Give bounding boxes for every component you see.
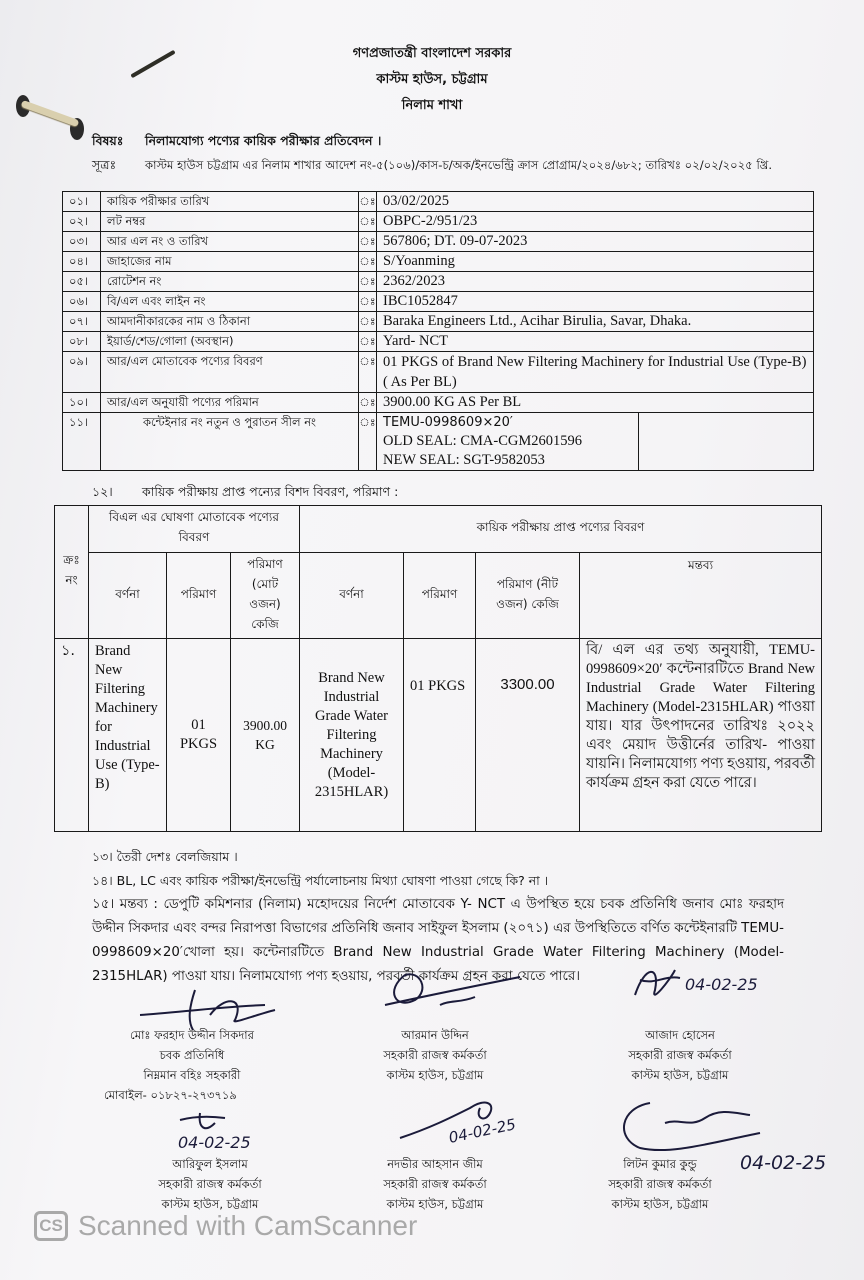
- old-seal: OLD SEAL: CMA-CGM2601596: [383, 433, 582, 449]
- info-row: [63, 192, 814, 212]
- empty-cell: [639, 413, 814, 471]
- signatory-name: নদভীর আহসান জীম: [387, 1157, 483, 1171]
- colon: ঃ: [359, 332, 377, 352]
- govt-title: গণপ্রজাতন্ত্রী বাংলাদেশ সরকার: [352, 46, 512, 61]
- row-label: কন্টেইনার নং নতুন ও পুরাতন সীল নং: [101, 413, 359, 471]
- signatory-office: কাস্টম হাউস, চট্টগ্রাম: [386, 1197, 484, 1211]
- colon: ঃ: [359, 192, 377, 212]
- cell-serial: ১.: [55, 639, 89, 832]
- signatory-name: আরমান উদ্দিন: [401, 1028, 469, 1042]
- row-value: S/Yoanming: [377, 252, 814, 272]
- signatory-office: নিম্নমান বহিঃ সহকারী: [143, 1068, 241, 1082]
- signatory-block: [345, 1154, 525, 1214]
- camscanner-watermark: [34, 1210, 417, 1242]
- info-row: [63, 292, 814, 312]
- container-number: TEMU-0998609×20′: [383, 415, 513, 430]
- camscanner-logo-icon: CS: [34, 1211, 68, 1241]
- cell-exam-quantity: 01 PKGS: [404, 639, 476, 832]
- row-label: আমদানীকারকের নাম ও ঠিকানা: [101, 312, 359, 332]
- row-number: ০২।: [63, 212, 101, 232]
- header-serial: ক্রঃ নং: [55, 506, 89, 639]
- row-label: আর/এল অনুযায়ী পণ্যের পরিমান: [101, 393, 359, 413]
- signatory-block: [120, 1154, 300, 1214]
- row-number: ০৭।: [63, 312, 101, 332]
- cell-bl-quantity: 01 PKGS: [167, 639, 231, 832]
- branch-name: নিলাম শাখা: [401, 98, 463, 113]
- row-number: ০৫।: [63, 272, 101, 292]
- row-value: 567806; DT. 09-07-2023: [377, 232, 814, 252]
- row-label: আর/এল মোতাবেক পণ্যের বিবরণ: [101, 352, 359, 393]
- info-row: [63, 352, 814, 393]
- row-number: ০৪।: [63, 252, 101, 272]
- cell-bl-description: Brand New Filtering Machinery for Industrial Use (Type-B): [89, 639, 167, 832]
- colon: ঃ: [359, 272, 377, 292]
- row-number: ০৬।: [63, 292, 101, 312]
- row-value: Yard- NCT: [377, 332, 814, 352]
- header-remarks: মন্তব্য: [580, 553, 822, 639]
- section-12-title: কায়িক পরীক্ষায় প্রাপ্ত পন্যের বিশদ বিবরণ, পরিমাণ :: [142, 484, 399, 499]
- signatory-title: সহকারী রাজস্ব কর্মকর্তা: [383, 1177, 487, 1191]
- row-value: 01 PKGS of Brand New Filtering Machinery for Industrial Use (Type-B) ( As Per BL): [377, 352, 814, 393]
- info-row: [63, 232, 814, 252]
- row-label: কায়িক পরীক্ষার তারিখ: [101, 192, 359, 212]
- row-label: জাহাজের নাম: [101, 252, 359, 272]
- signature-scribble: [390, 1088, 550, 1148]
- colon: ঃ: [359, 252, 377, 272]
- signatory-block: [590, 1025, 770, 1085]
- svg-text:04-02-25: 04-02-25: [447, 1115, 518, 1147]
- svg-text:04-02-25: 04-02-25: [178, 1133, 251, 1152]
- signatory-name: আজাদ হোসেন: [645, 1028, 715, 1042]
- signature-scribble: [170, 1108, 280, 1153]
- signatory-title: চবক প্রতিনিধি: [159, 1048, 225, 1062]
- row-label: লট নম্বর: [101, 212, 359, 232]
- cell-exam-weight: 3300.00: [476, 639, 580, 832]
- row-label: ইয়ার্ড/শেড/গোলা (অবস্থান): [101, 332, 359, 352]
- row-value: 03/02/2025: [377, 192, 814, 212]
- signatory-block: [345, 1025, 525, 1085]
- signatory-office: কাস্টম হাউস, চট্টগ্রাম: [161, 1197, 259, 1211]
- row-value: IBC1052847: [377, 292, 814, 312]
- row-number: ০৯।: [63, 352, 101, 393]
- signatory-block: [585, 1154, 735, 1214]
- handwritten-date: 04-02-25: [740, 1152, 827, 1174]
- signature-scribble: [610, 1093, 770, 1158]
- new-seal: NEW SEAL: SGT-9582053: [383, 452, 545, 468]
- lot-info-table: [62, 191, 814, 471]
- info-row: [63, 393, 814, 413]
- table-row: [55, 639, 822, 832]
- row-value: 2362/2023: [377, 272, 814, 292]
- row-number: ১০।: [63, 393, 101, 413]
- info-row: [63, 272, 814, 292]
- info-row: [63, 252, 814, 272]
- section-12-number: ১২।: [92, 484, 113, 499]
- signatory-office: কাস্টম হাউস, চট্টগ্রাম: [631, 1068, 729, 1082]
- signatory-title: সহকারী রাজস্ব কর্মকর্তা: [628, 1048, 732, 1062]
- info-row: [63, 312, 814, 332]
- item-14-false-declaration: ১৪। BL, LC এবং কায়িক পরীক্ষা/ইনভেন্ট্রি পর্যালোচনায় মিথ্যা ঘোষণা পাওয়া গেছে কি? না ।: [92, 873, 549, 888]
- colon: ঃ: [359, 292, 377, 312]
- signature-scribble: [380, 965, 530, 1020]
- goods-detail-table: [54, 505, 822, 832]
- watermark-text: Scanned with CamScanner: [78, 1210, 418, 1241]
- row-number: ১১।: [63, 413, 101, 471]
- container-row: [63, 413, 814, 471]
- signatory-office: কাস্টম হাউস, চট্টগ্রাম: [611, 1197, 709, 1211]
- item-15-remarks: ১৫। মন্তব্য : ডেপুটি কমিশনার (নিলাম) মহোদয়ের নির্দেশ মোতাবেক Y- NCT এ উপস্থিত হয়ে চবক প্রতিনিধি জনাব মোঃ ফরহাদ উদ্দীন সিকদার এবং বন্দর নিরাপত্তা বিভাগের প্রতিনিধি জনাব সাইফুল ইসলাম (২০৭১) এর উপস্থিতিতে বর্ণিত কন্টেইনারটি TEMU-0998609×20′খোলা হয়। কন্টেনারটিতে Brand New Industrial Grade Water Filtering Machinery (Model-2315HLAR) পাওয়া যায়। নিলামযোগ্য পণ্য হওয়ায়, পরবর্তী কার্যক্রম গ্রহন করা যেতে পারে।: [92, 897, 784, 984]
- colon: ঃ: [359, 352, 377, 393]
- info-row: [63, 332, 814, 352]
- subject-text: নিলামযোগ্য পণ্যের কায়িক পরীক্ষার প্রতিবেদন ।: [145, 133, 382, 148]
- signatory-name: মোঃ ফরহাদ উদ্দীন সিকদার: [130, 1028, 254, 1042]
- item-13-country-of-origin: ১৩। তৈরী দেশঃ বেলজিয়াম ।: [92, 849, 238, 864]
- colon: ঃ: [359, 212, 377, 232]
- header-bl-quantity: পরিমাণ: [167, 553, 231, 639]
- signatory-title: সহকারী রাজস্ব কর্মকর্তা: [383, 1048, 487, 1062]
- header-exam-weight: পরিমাণ (নীট ওজন) কেজি: [476, 553, 580, 639]
- signatory-name: লিটন কুমার কুন্ডু: [623, 1157, 697, 1171]
- svg-text:04-02-25: 04-02-25: [685, 975, 758, 994]
- info-row: [63, 212, 814, 232]
- signatory-name: আরিফুল ইসলাম: [172, 1157, 248, 1171]
- header-exam-group: কায়িক পরীক্ষায় প্রাপ্ত পণ্যের বিবরণ: [300, 506, 822, 553]
- colon: ঃ: [359, 232, 377, 252]
- header-exam-description: বর্ণনা: [300, 553, 404, 639]
- office-name: কাস্টম হাউস, চট্টগ্রাম: [376, 72, 488, 87]
- header-bl-description: বর্ণনা: [89, 553, 167, 639]
- row-label: রোটেশন নং: [101, 272, 359, 292]
- header-exam-quantity: পরিমাণ: [404, 553, 476, 639]
- row-label: বি/এল এবং লাইন নং: [101, 292, 359, 312]
- colon: ঃ: [359, 393, 377, 413]
- row-value: OBPC-2/951/23: [377, 212, 814, 232]
- row-number: ০৮।: [63, 332, 101, 352]
- signatory-block: [92, 1025, 292, 1105]
- row-number: ০১।: [63, 192, 101, 212]
- row-value: 3900.00 KG AS Per BL: [377, 393, 814, 413]
- colon: ঃ: [359, 312, 377, 332]
- signatory-title: সহকারী রাজস্ব কর্মকর্তা: [608, 1177, 712, 1191]
- cell-remarks: বি/ এল এর তথ্য অনুযায়ী, TEMU-0998609×20′ কন্টেনারটিতে Brand New Industrial Grade Water Filtering Machinery (Model-2315HLAR) পাওয়া যায়। যার উৎপাদনের তারিখঃ ২০২২ এবং মেয়াদ উত্তীর্নের তারিখ- পাওয়া যায়নি। নিলামযোগ্য পণ্য হওয়ায়, পরবর্তী কার্যক্রম গ্রহন করা যেতে পারে।: [580, 639, 822, 832]
- signatory-mobile: মোবাইল- ০১৮২৭-২৭৩৭১৯: [104, 1088, 237, 1102]
- row-label: আর এল নং ও তারিখ: [101, 232, 359, 252]
- signatory-title: সহকারী রাজস্ব কর্মকর্তা: [158, 1177, 262, 1191]
- cell-exam-description: Brand New Industrial Grade Water Filtering Machinery (Model-2315HLAR): [300, 639, 404, 832]
- header-bl-weight: পরিমাণ (মোট ওজন) কেজি: [231, 553, 300, 639]
- reference-text: কাস্টম হাউস চট্টগ্রাম এর নিলাম শাখার আদেশ নং-৫(১০৬)/কাস-চ/অক/ইনভেন্ট্রি ক্রাস প্রোগ্রাম/২০২৪/৬৮২; তারিখঃ ০২/০২/২০২৫ খ্রি.: [145, 158, 773, 172]
- colon: ঃ: [359, 413, 377, 471]
- container-seal-value: [377, 413, 639, 471]
- row-number: ০৩।: [63, 232, 101, 252]
- header-bl-group: বিএল এর ঘোষণা মোতাবেক পণ্যের বিবরণ: [89, 506, 300, 553]
- reference-label: সূত্রঃ: [92, 157, 117, 172]
- signatory-office: কাস্টম হাউস, চট্টগ্রাম: [386, 1068, 484, 1082]
- signature-scribble: [625, 960, 765, 1010]
- cell-bl-weight: 3900.00 KG: [231, 639, 300, 832]
- subject-label: বিষয়ঃ: [92, 133, 124, 148]
- row-value: Baraka Engineers Ltd., Acihar Birulia, Savar, Dhaka.: [377, 312, 814, 332]
